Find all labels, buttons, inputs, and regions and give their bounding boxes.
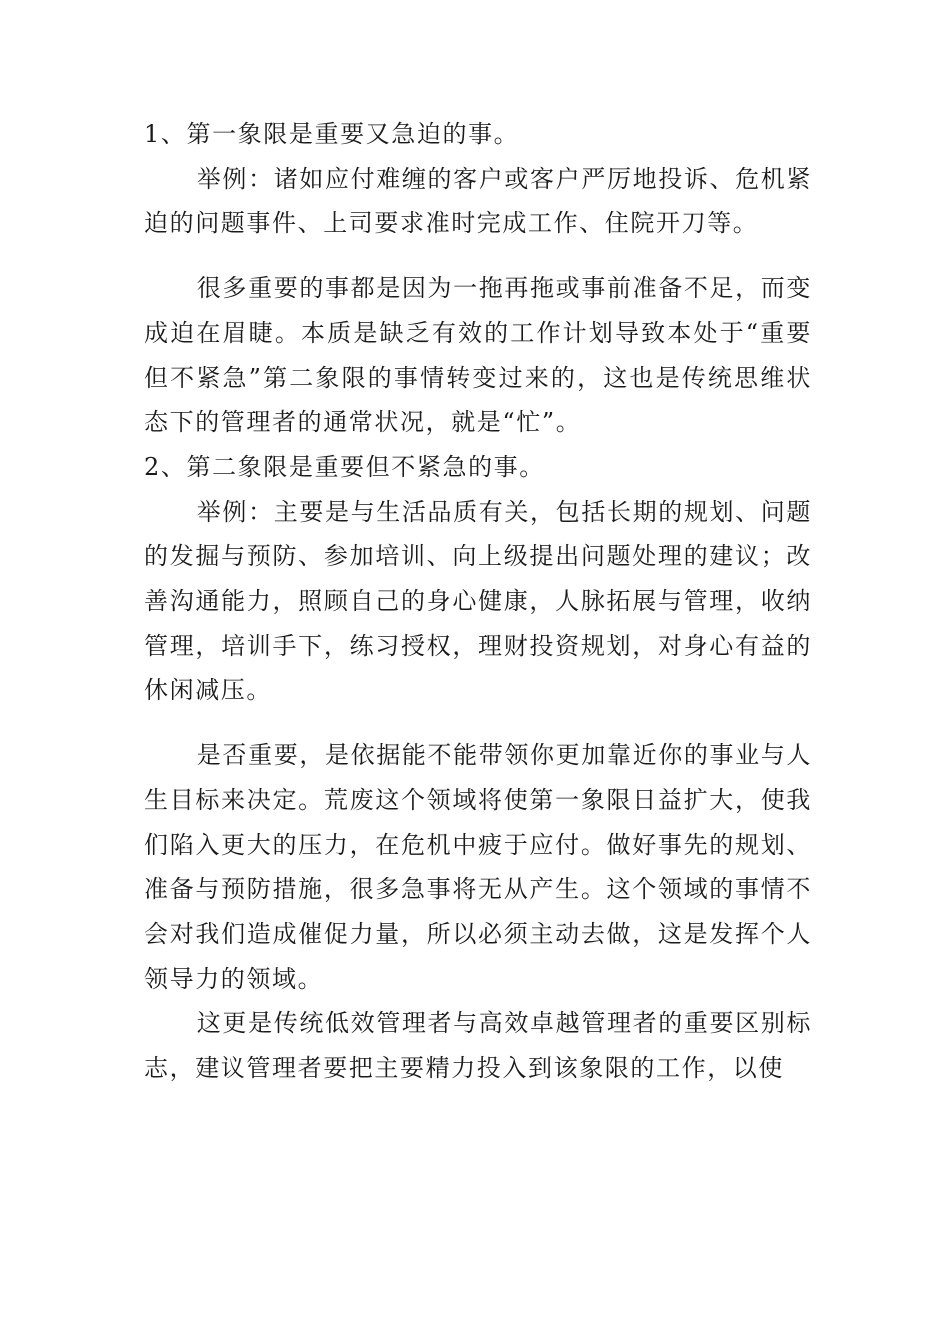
section-heading-quadrant-2: 2、第二象限是重要但不紧急的事。 (144, 452, 545, 481)
paragraph-example-1: 举例：诸如应付难缠的客户或客户严厉地投诉、危机紧迫的问题事件、上司要求准时完成工作、住院开刀等。 (144, 164, 812, 238)
paragraph-explanation-2: 是否重要，是依据能不能带领你更加靠近你的事业与人生目标来决定。荒废这个领域将使第一象限日益扩大，使我们陷入更大的压力，在危机中疲于应付。做好事先的规划、准备与预防措施，很多急事将无从产生。这个领域的事情不会对我们造成催促力量，所以必须主动去做，这是发挥个人领导力的领域。 (144, 741, 812, 993)
document-body (144, 112, 812, 1091)
section-heading-quadrant-1: 1、第一象限是重要又急迫的事。 (144, 120, 520, 148)
paragraph-conclusion: 这更是传统低效管理者与高效卓越管理者的重要区别标志，建议管理者要把主要精力投入到该象限的工作，以使 (144, 1009, 812, 1083)
paragraph-example-2: 举例：主要是与生活品质有关，包括长期的规划、问题的发掘与预防、参加培训、向上级提出问题处理的建议；改善沟通能力，照顾自己的身心健康，人脉拓展与管理，收纳管理，培训手下，练习授权，理财投资规划，对身心有益的休闲减压。 (144, 497, 812, 705)
paragraph-explanation-1: 很多重要的事都是因为一拖再拖或事前准备不足，而变成迫在眉睫。本质是缺乏有效的工作计划导致本处于“重要但不紧急”第二象限的事情转变过来的，这也是传统思维状态下的管理者的通常状况，就是“忙”。 (144, 274, 812, 437)
